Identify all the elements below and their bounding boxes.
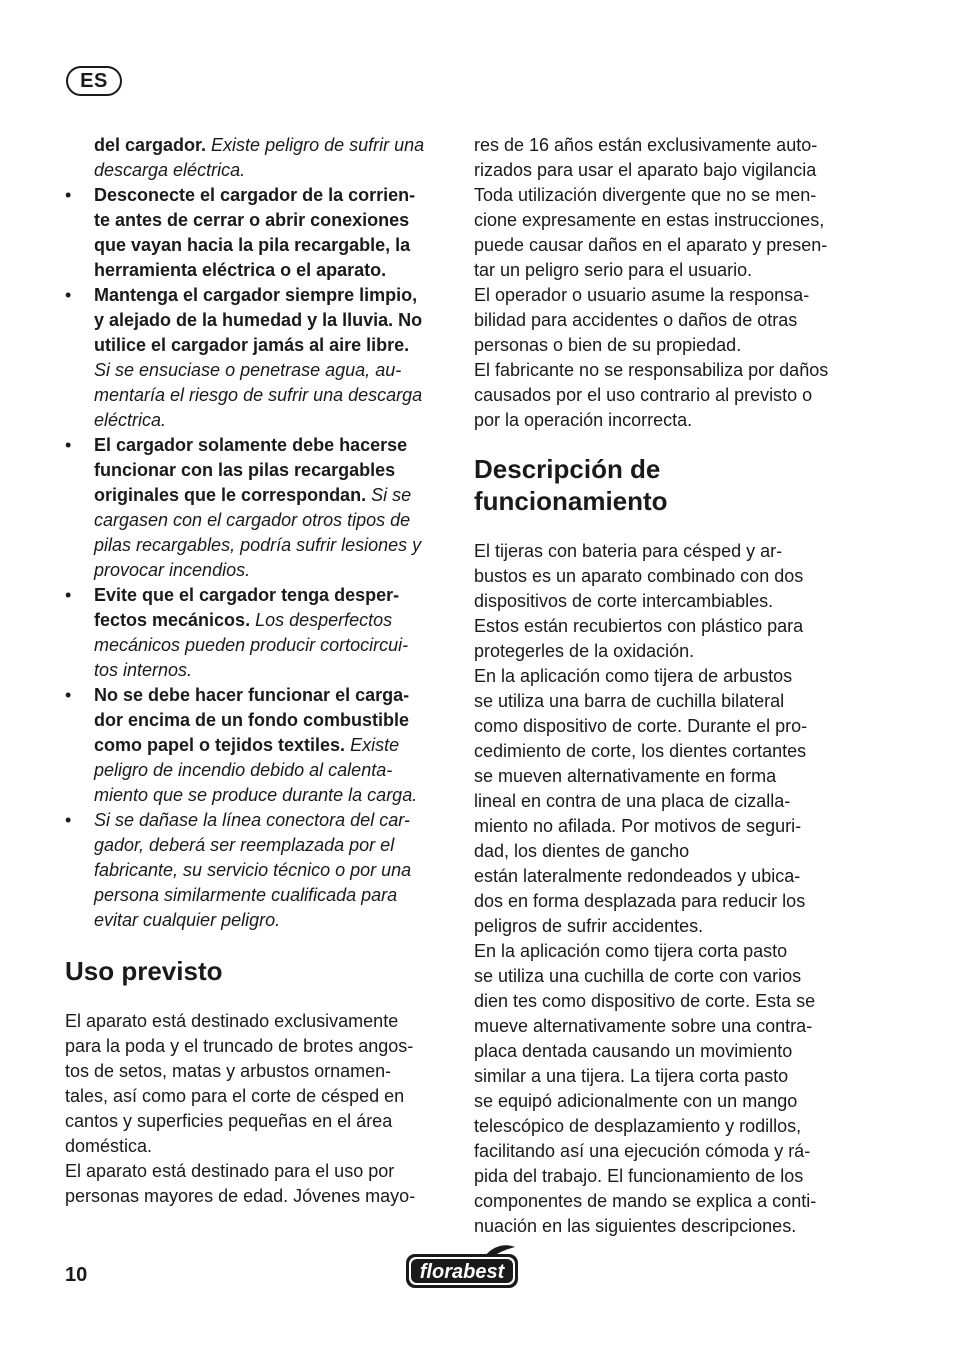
text-bold: fectos mecánicos. bbox=[94, 610, 251, 630]
bullet-item bbox=[65, 808, 449, 933]
text-line: peligro de incendio debido al calenta- bbox=[94, 760, 393, 780]
section-heading: Uso previsto bbox=[65, 956, 223, 986]
text-line: cedimiento de corte, los dientes cortantes bbox=[474, 741, 807, 761]
bullet-item bbox=[65, 283, 449, 433]
text-line: Si se dañase la línea conectora del car- bbox=[94, 810, 410, 830]
text-line: miento no afilada. Por motivos de seguri- bbox=[474, 816, 802, 836]
text-line: El fabricante no se responsabiliza por daños bbox=[474, 360, 829, 380]
florabest-logo bbox=[405, 1244, 521, 1290]
section-heading bbox=[474, 453, 858, 517]
text-line: tos internos. bbox=[94, 660, 193, 680]
text-line: Si se ensuciase o penetrase agua, au- bbox=[94, 360, 402, 380]
page-number: 10 bbox=[65, 1264, 88, 1286]
text-line: pilas recargables, podría sufrir lesiones y bbox=[94, 535, 422, 555]
logo-wordmark: florabest bbox=[419, 1261, 505, 1283]
text-line: En la aplicación como tijera de arbustos bbox=[474, 666, 793, 686]
text-line: cantos y superficies pequeñas en el área bbox=[65, 1111, 393, 1131]
text-line: por la operación incorrecta. bbox=[474, 410, 693, 430]
heading-line: funcionamiento bbox=[474, 486, 668, 516]
text-line: utilice el cargador jamás al aire libre. bbox=[94, 335, 410, 355]
text-line: se mueven alternativamente en forma bbox=[474, 766, 777, 786]
text-line: como dispositivo de corte. Durante el pro- bbox=[474, 716, 808, 736]
text-line: gador, deberá ser reemplazada por el bbox=[94, 835, 395, 855]
text-line: mueve alternativamente sobre una contra- bbox=[474, 1016, 813, 1036]
text-line: puede causar daños en el aparato y presen- bbox=[474, 235, 828, 255]
text-line: mecánicos pueden producir cortocircui- bbox=[94, 635, 409, 655]
text-italic: Existe peligro de sufrir una bbox=[206, 135, 425, 155]
continued-paragraph bbox=[474, 133, 858, 433]
text-line: similar a una tijera. La tijera corta pasto bbox=[474, 1066, 789, 1086]
text-line: herramienta eléctrica o el aparato. bbox=[94, 260, 387, 280]
text-line: telescópico de desplazamiento y rodillos, bbox=[474, 1116, 802, 1136]
text-italic: Existe bbox=[345, 735, 400, 755]
text-line: En la aplicación como tijera corta pasto bbox=[474, 941, 788, 961]
text-line: Mantenga el cargador siempre limpio, bbox=[94, 285, 418, 305]
text-bold: como papel o tejidos textiles. bbox=[94, 735, 346, 755]
text-line: y alejado de la humedad y la lluvia. No bbox=[94, 310, 423, 330]
text-line: causados por el uso contrario al previsto o bbox=[474, 385, 813, 405]
text-line: protegerles de la oxidación. bbox=[474, 641, 695, 661]
text-line: evitar cualquier peligro. bbox=[94, 910, 281, 930]
right-column bbox=[474, 133, 858, 1239]
text-line: se utiliza una barra de cuchilla bilateral bbox=[474, 691, 785, 711]
text-line: componentes de mando se explica a conti- bbox=[474, 1191, 817, 1211]
text-line: res de 16 años están exclusivamente auto- bbox=[474, 135, 818, 155]
text-line: El aparato está destinado para el uso por bbox=[65, 1161, 395, 1181]
text-line: persona similarmente cualificada para bbox=[94, 885, 398, 905]
text-line: tos de setos, matas y arbustos ornamen- bbox=[65, 1061, 392, 1081]
text-line: eléctrica. bbox=[94, 410, 167, 430]
text-line: para la poda y el truncado de brotes angos- bbox=[65, 1036, 414, 1056]
text-line: placa dentada causando un movimiento bbox=[474, 1041, 793, 1061]
text-line: El tijeras con bateria para césped y ar- bbox=[474, 541, 783, 561]
text-line: lineal en contra de una placa de cizalla- bbox=[474, 791, 791, 811]
text-line: Toda utilización divergente que no se men- bbox=[474, 185, 817, 205]
text-line: El aparato está destinado exclusivamente bbox=[65, 1011, 399, 1031]
bullet-icon: • bbox=[65, 285, 72, 305]
text-line: bustos es un aparato combinado con dos bbox=[474, 566, 804, 586]
text-line: nuación en las siguientes descripciones. bbox=[474, 1216, 797, 1236]
text-line: rizados para usar el aparato bajo vigilancia bbox=[474, 160, 817, 180]
text-line: tar un peligro serio para el usuario. bbox=[474, 260, 753, 280]
text-line: dad, los dientes de gancho bbox=[474, 841, 690, 861]
text-line: están lateralmente redondeados y ubica- bbox=[474, 866, 801, 886]
heading-line: Descripción de bbox=[474, 454, 661, 484]
text-line: Evite que el cargador tenga desper- bbox=[94, 585, 400, 605]
bullet-icon: • bbox=[65, 810, 72, 830]
text-line: se utiliza una cuchilla de corte con varios bbox=[474, 966, 802, 986]
text-line: tales, así como para el corte de césped en bbox=[65, 1086, 405, 1106]
text-line: te antes de cerrar o abrir conexiones bbox=[94, 210, 410, 230]
bullet-item bbox=[65, 683, 449, 808]
text-line: que vayan hacia la pila recargable, la bbox=[94, 235, 411, 255]
text-line: miento que se produce durante la carga. bbox=[94, 785, 418, 805]
section-body bbox=[65, 1009, 449, 1209]
bullet-item bbox=[65, 183, 449, 283]
text-line: dor encima de un fondo combustible bbox=[94, 710, 410, 730]
text-line: facilitando así una ejecución cómoda y rá- bbox=[474, 1141, 811, 1161]
text-line: doméstica. bbox=[65, 1136, 153, 1156]
text-line: personas o bien de su propiedad. bbox=[474, 335, 742, 355]
section-body bbox=[474, 539, 858, 1239]
text-line: peligros de sufrir accidentes. bbox=[474, 916, 704, 936]
text-bold: originales que le correspondan. bbox=[94, 485, 367, 505]
text-line: fabricante, su servicio técnico o por una bbox=[94, 860, 412, 880]
text-line: dien tes como dispositivo de corte. Esta se bbox=[474, 991, 816, 1011]
text-line: El cargador solamente debe hacerse bbox=[94, 435, 408, 455]
bullet-icon: • bbox=[65, 685, 72, 705]
bullet-icon: • bbox=[65, 435, 72, 455]
text-line: cargasen con el cargador otros tipos de bbox=[94, 510, 411, 530]
bullet-item bbox=[65, 433, 449, 583]
text-bold: del cargador. bbox=[94, 135, 207, 155]
text-line: personas mayores de edad. Jóvenes mayo- bbox=[65, 1186, 416, 1206]
language-badge: ES bbox=[66, 66, 122, 96]
left-column bbox=[65, 133, 449, 1209]
text-line: se equipó adicionalmente con un mango bbox=[474, 1091, 798, 1111]
text-italic: Si se bbox=[366, 485, 412, 505]
text-line: Estos están recubiertos con plástico para bbox=[474, 616, 804, 636]
bullet-icon: • bbox=[65, 185, 72, 205]
text-line: Desconecte el cargador de la corrien- bbox=[94, 185, 416, 205]
text-line: dispositivos de corte intercambiables. bbox=[474, 591, 774, 611]
text-line: mentaría el riesgo de sufrir una descarga bbox=[94, 385, 423, 405]
text-line: provocar incendios. bbox=[94, 560, 251, 580]
text-italic: Los desperfectos bbox=[250, 610, 393, 630]
text-line: No se debe hacer funcionar el carga- bbox=[94, 685, 410, 705]
bullet-icon: • bbox=[65, 585, 72, 605]
text-line: funcionar con las pilas recargables bbox=[94, 460, 396, 480]
text-line: dos en forma desplazada para reducir los bbox=[474, 891, 806, 911]
text-line: El operador o usuario asume la responsa- bbox=[474, 285, 810, 305]
continued-paragraph bbox=[65, 133, 449, 183]
text-line: cione expresamente en estas instrucciones, bbox=[474, 210, 825, 230]
text-line: bilidad para accidentes o daños de otras bbox=[474, 310, 798, 330]
text-line: descarga eléctrica. bbox=[94, 160, 246, 180]
bullet-item bbox=[65, 583, 449, 683]
text-line: pida del trabajo. El funcionamiento de los bbox=[474, 1166, 804, 1186]
